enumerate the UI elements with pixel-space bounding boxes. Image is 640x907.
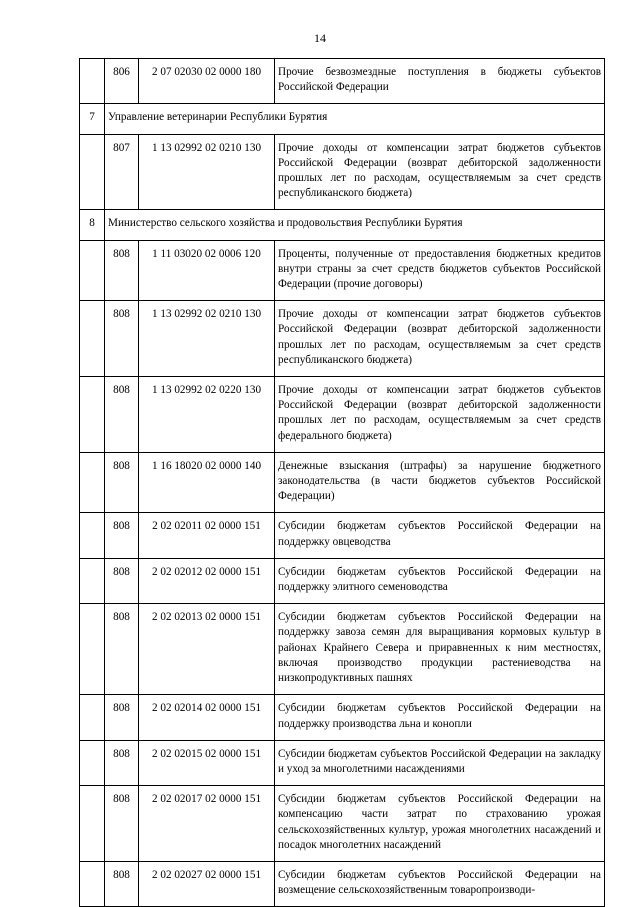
row-number-cell	[80, 861, 105, 906]
admin-code-cell: 808	[105, 301, 139, 377]
row-number-cell	[80, 452, 105, 513]
section-row	[80, 104, 605, 134]
table-row	[80, 513, 605, 558]
admin-code-cell: 808	[105, 740, 139, 785]
revenue-name-cell: Прочие доходы от компенсации затрат бюджетов субъектов Российской Федерации (возврат дебиторской задолженности прошлых лет по расходам, осуществляемым за счет средств федерального бюджета)	[275, 377, 605, 453]
budget-code-cell: 2 02 02014 02 0000 151	[139, 695, 275, 740]
row-number-cell	[80, 301, 105, 377]
admin-code-cell: 808	[105, 240, 139, 301]
table-body	[80, 59, 605, 907]
table-row	[80, 452, 605, 513]
admin-code-cell: 806	[105, 59, 139, 104]
budget-code-cell: 2 02 02027 02 0000 151	[139, 861, 275, 906]
row-number-cell	[80, 786, 105, 862]
revenue-name-cell: Прочие безвозмездные поступления в бюджеты субъектов Российской Федерации	[275, 59, 605, 104]
revenue-name-cell: Прочие доходы от компенсации затрат бюджетов субъектов Российской Федерации (возврат дебиторской задолженности прошлых лет по расходам, осуществляемым за счет средств республиканского бюджета)	[275, 301, 605, 377]
table-row	[80, 740, 605, 785]
revenue-name-cell: Прочие доходы от компенсации затрат бюджетов субъектов Российской Федерации (возврат дебиторской задолженности прошлых лет по расходам, осуществляемым за счет средств республиканского бюджета)	[275, 134, 605, 210]
admin-code-cell: 808	[105, 377, 139, 453]
budget-code-cell: 1 13 02992 02 0210 130	[139, 301, 275, 377]
admin-code-cell: 807	[105, 134, 139, 210]
section-number: 8	[80, 210, 105, 240]
budget-code-cell: 1 16 18020 02 0000 140	[139, 452, 275, 513]
budget-code-cell: 1 13 02992 02 0210 130	[139, 134, 275, 210]
section-title: Министерство сельского хозяйства и продовольствия Республики Бурятия	[105, 210, 605, 240]
row-number-cell	[80, 740, 105, 785]
revenue-name-cell: Проценты, полученные от предоставления бюджетных кредитов внутри страны за счет средств бюджетов субъектов Российской Федерации (прочие договоры)	[275, 240, 605, 301]
budget-code-cell: 1 13 02992 02 0220 130	[139, 377, 275, 453]
row-number-cell	[80, 604, 105, 695]
section-number: 7	[80, 104, 105, 134]
row-number-cell	[80, 377, 105, 453]
budget-code-cell: 2 02 02015 02 0000 151	[139, 740, 275, 785]
table-row	[80, 695, 605, 740]
budget-code-cell: 2 02 02017 02 0000 151	[139, 786, 275, 862]
table-row	[80, 604, 605, 695]
row-number-cell	[80, 240, 105, 301]
admin-code-cell: 808	[105, 695, 139, 740]
budget-code-cell: 2 02 02012 02 0000 151	[139, 558, 275, 603]
table-row	[80, 377, 605, 453]
row-number-cell	[80, 558, 105, 603]
admin-code-cell: 808	[105, 786, 139, 862]
row-number-cell	[80, 695, 105, 740]
section-row	[80, 210, 605, 240]
table-row	[80, 786, 605, 862]
page-number: 14	[314, 31, 326, 45]
admin-code-cell: 808	[105, 861, 139, 906]
table-row	[80, 558, 605, 603]
budget-code-cell: 2 07 02030 02 0000 180	[139, 59, 275, 104]
revenue-name-cell: Субсидии бюджетам субъектов Российской Федерации на поддержку завоза семян для выращивания кормовых культур в районах Крайнего Севера и приравненных к ним местностях, включая производство продукции растениеводства на низкопродуктивных пашнях	[275, 604, 605, 695]
budget-code-cell: 2 02 02013 02 0000 151	[139, 604, 275, 695]
section-title: Управление ветеринарии Республики Бурятия	[105, 104, 605, 134]
table-row	[80, 301, 605, 377]
revenue-name-cell: Субсидии бюджетам субъектов Российской Федерации на компенсацию части затрат по страхованию урожая сельскохозяйственных культур, урожая многолетних насаждений и посадок многолетних насаждений	[275, 786, 605, 862]
admin-code-cell: 808	[105, 558, 139, 603]
table-row	[80, 59, 605, 104]
revenue-name-cell: Субсидии бюджетам субъектов Российской Федерации на поддержку производства льна и конопли	[275, 695, 605, 740]
revenue-name-cell: Денежные взыскания (штрафы) за нарушение бюджетного законодательства (в части бюджетов субъектов Российской Федерации)	[275, 452, 605, 513]
budget-code-cell: 1 11 03020 02 0006 120	[139, 240, 275, 301]
table-row	[80, 861, 605, 906]
table-row	[80, 134, 605, 210]
admin-code-cell: 808	[105, 604, 139, 695]
row-number-cell	[80, 59, 105, 104]
row-number-cell	[80, 513, 105, 558]
budget-classification-table	[79, 58, 605, 907]
row-number-cell	[80, 134, 105, 210]
revenue-name-cell: Субсидии бюджетам субъектов Российской Федерации на возмещение сельскохозяйственным товаропроизводи-	[275, 861, 605, 906]
table-row	[80, 240, 605, 301]
admin-code-cell: 808	[105, 513, 139, 558]
revenue-name-cell: Субсидии бюджетам субъектов Российской Федерации на поддержку овцеводства	[275, 513, 605, 558]
revenue-name-cell: Субсидии бюджетам субъектов Российской Федерации на поддержку элитного семеноводства	[275, 558, 605, 603]
admin-code-cell: 808	[105, 452, 139, 513]
revenue-name-cell: Субсидии бюджетам субъектов Российской Федерации на закладку и уход за многолетними насаждениями	[275, 740, 605, 785]
budget-code-cell: 2 02 02011 02 0000 151	[139, 513, 275, 558]
